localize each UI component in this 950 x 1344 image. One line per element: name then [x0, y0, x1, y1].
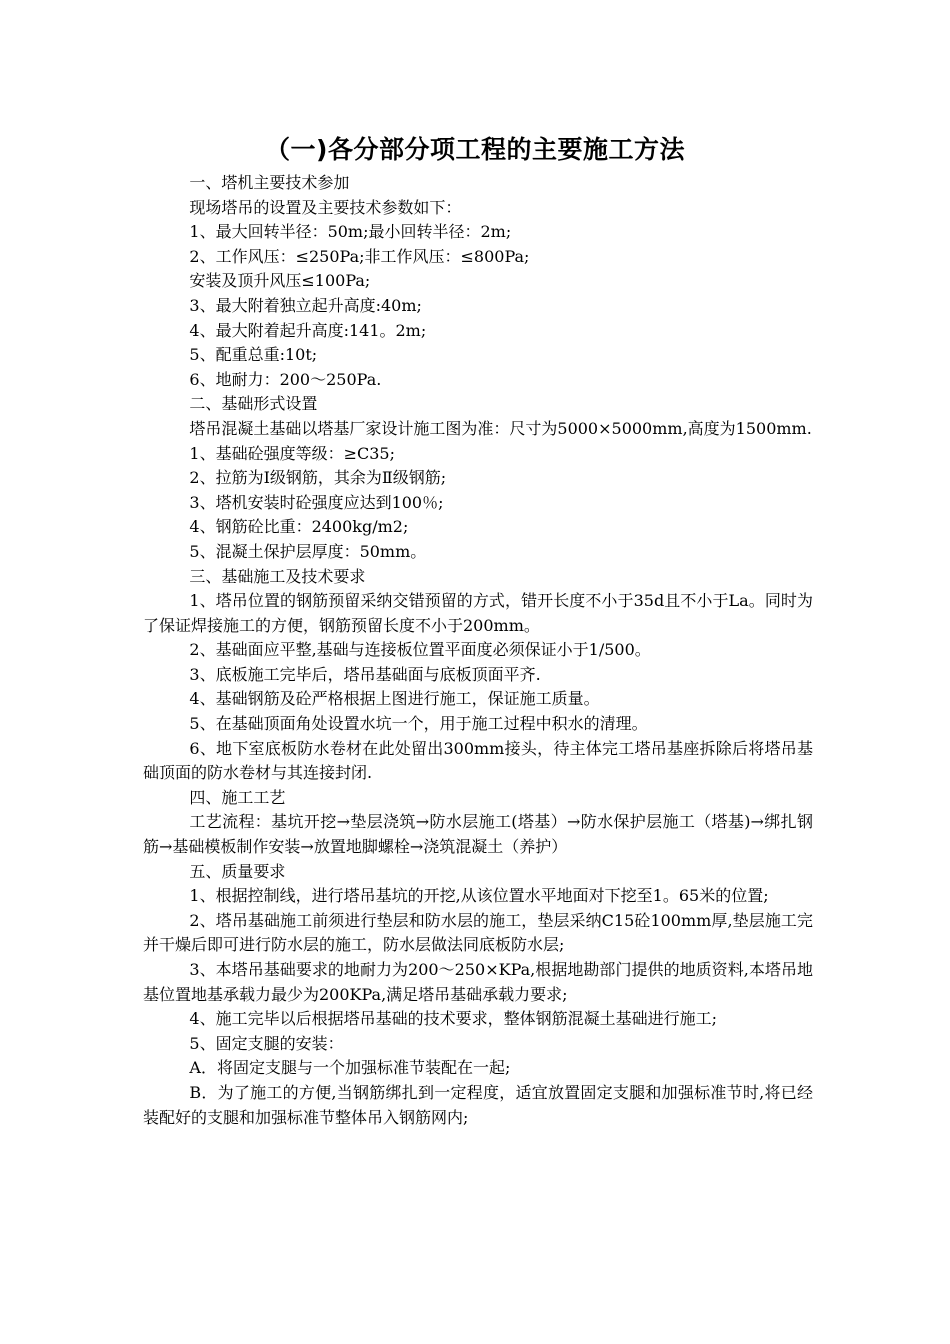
paragraph: 一、塔机主要技术参加	[189, 173, 350, 192]
paragraph: 三、基础施工及技术要求	[189, 566, 366, 586]
paragraph: A．将固定支腿与一个加强标准节装配在一起;	[189, 1058, 511, 1078]
paragraph: 2、拉筋为Ⅰ级钢筋，其余为Ⅱ级钢筋;	[189, 468, 447, 488]
paragraph: 2、工作风压：≤250Pa;非工作风压：≤800Pa;	[189, 246, 530, 266]
paragraph: 工艺流程：基坑开挖→垫层浇筑→防水层施工(塔基）→防水保护层施工（塔基)→绑扎钢筋→基础模板制作安装→放置地脚螺栓→浇筑混凝土（养护）	[143, 812, 813, 857]
paragraph: 塔吊混凝土基础以塔基厂家设计施工图为准：尺寸为5000×5000mm,高度为1500mm.	[189, 418, 812, 438]
document-body	[143, 171, 813, 1130]
paragraph: 二、基础形式设置	[189, 394, 318, 414]
document-title: （一)各分部分项工程的主要施工方法	[265, 135, 685, 164]
paragraph: 4、钢筋砼比重：2400kg/m2;	[189, 517, 409, 537]
paragraph: 4、最大附着起升高度:141。2m;	[189, 320, 427, 340]
paragraph: 4、施工完毕以后根据塔吊基础的技术要求，整体钢筋混凝土基础进行施工;	[189, 1009, 717, 1029]
paragraph: 安装及顶升风压≤100Pa;	[189, 271, 371, 291]
paragraph: 4、基础钢筋及砼严格根据上图进行施工，保证施工质量。	[189, 689, 600, 709]
paragraph: 6、地下室底板防水卷材在此处留出300mm接头，待主体完工塔吊基座拆除后将塔吊基础顶面的防水卷材与其连接封闭.	[143, 738, 813, 783]
paragraph: 1、塔吊位置的钢筋预留采纳交错预留的方式，错开长度不小于35d且不小于La。同时为了保证焊接施工的方便，钢筋预留长度不小于200mm。	[143, 591, 813, 635]
paragraph: 2、基础面应平整,基础与连接板位置平面度必须保证小于1/500。	[189, 640, 651, 660]
paragraph: 3、塔机安装时砼强度应达到100％;	[189, 492, 444, 512]
paragraph: 3、最大附着独立起升高度:40m;	[189, 295, 422, 315]
paragraph: B．为了施工的方便,当钢筋绑扎到一定程度，适宜放置固定支腿和加强标准节时,将已经装配好的支腿和加强标准节整体吊入钢筋网内;	[143, 1082, 813, 1127]
paragraph: 6、地耐力：200～250Pa.	[189, 369, 382, 389]
paragraph: 5、配重总重:10t;	[189, 345, 318, 365]
paragraph: 5、混凝土保护层厚度：50mm。	[189, 541, 427, 561]
paragraph: 1、最大回转半径：50m;最小回转半径：2m;	[189, 222, 512, 242]
paragraph: 5、在基础顶面角处设置水坑一个，用于施工过程中积水的清理。	[189, 714, 648, 734]
paragraph: 2、塔吊基础施工前须进行垫层和防水层的施工，垫层采纳C15砼100mm厚,垫层施工完并干燥后即可进行防水层的施工，防水层做法同底板防水层;	[143, 910, 813, 955]
paragraph: 1、根据控制线，进行塔吊基坑的开挖,从该位置水平地面对下挖至1。65米的位置;	[189, 886, 769, 906]
paragraph: 1、基础砼强度等级：≥C35;	[189, 443, 395, 463]
paragraph: 四、施工工艺	[189, 787, 286, 807]
paragraph: 五、质量要求	[189, 861, 286, 881]
paragraph: 3、本塔吊基础要求的地耐力为200～250×KPa,根据地勘部门提供的地质资料,本塔吊地基位置地基承载力最少为200KPa,满足塔吊基础承载力要求;	[143, 960, 813, 1004]
paragraph: 3、底板施工完毕后，塔吊基础面与底板顶面平齐.	[189, 664, 541, 684]
paragraph: 5、固定支腿的安装：	[189, 1033, 344, 1053]
paragraph: 现场塔吊的设置及主要技术参数如下：	[189, 197, 462, 217]
